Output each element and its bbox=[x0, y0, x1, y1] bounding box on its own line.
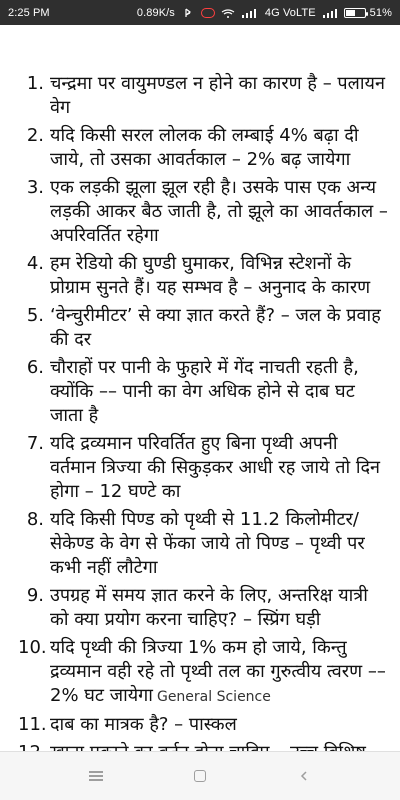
item-text-main: यदि किसी पिण्ड को पृथ्वी से 11.2 किलोमीटर/ सेकेण्ड के वेग से फेंका जाये तो पिण्ड – पृथ्वी पर कभी नहीं लौटेगा bbox=[50, 509, 365, 578]
item-text-main: ‘वेन्चुरीमीटर’ से क्या ज्ञात करते हैं? – जल के प्रवाह की दर bbox=[50, 305, 381, 350]
item-number: 10. bbox=[18, 637, 47, 658]
item-text-main: यदि द्रव्यमान परिवर्तित हुए बिना पृथ्वी अपनी वर्तमान त्रिज्या की सिकुड़कर आधी रह जाये तो दिन होगा – 12 घण्टे का bbox=[50, 433, 381, 502]
item-number: 6. bbox=[26, 357, 44, 378]
network-speed: 0.89K/s bbox=[136, 6, 175, 19]
list-item bbox=[18, 584, 388, 632]
list-item bbox=[18, 713, 388, 737]
item-number: 4. bbox=[26, 253, 44, 274]
item-text bbox=[50, 432, 388, 504]
item-tag: General Science bbox=[156, 689, 271, 705]
item-number: 9. bbox=[26, 585, 44, 606]
list-item bbox=[18, 432, 388, 504]
item-number: 8. bbox=[26, 509, 44, 530]
back-button[interactable] bbox=[292, 764, 316, 788]
bluetooth-icon bbox=[181, 7, 195, 19]
signal-icon-2 bbox=[322, 7, 340, 19]
list-item bbox=[18, 508, 388, 580]
list-item bbox=[18, 176, 388, 248]
item-text bbox=[50, 72, 388, 120]
battery-icon bbox=[344, 8, 366, 18]
item-text bbox=[50, 176, 388, 248]
article-content bbox=[18, 72, 388, 769]
menu-button[interactable] bbox=[84, 764, 108, 788]
item-text-main: एक लड़की झूला झूल रही है। उसके पास एक अन्य लड़की आकर बैठ जाती है, तो झूले का आवर्तकाल – अपरिवर्तित रहेगा bbox=[50, 177, 388, 246]
item-text-main: चन्द्रमा पर वायुमण्डल न होने का कारण है – पलायन वेग bbox=[50, 73, 385, 118]
item-text-main: यदि किसी सरल लोलक की लम्बाई 4% बढ़ा दी जाये, तो उसका आवर्तकाल – 2% बढ़ जायेगा bbox=[50, 125, 359, 170]
wifi-icon bbox=[221, 8, 235, 18]
home-button[interactable] bbox=[188, 764, 212, 788]
red-pill-icon bbox=[201, 8, 215, 18]
list-item bbox=[18, 252, 388, 300]
item-number: 1. bbox=[26, 73, 44, 94]
list-item bbox=[18, 124, 388, 172]
item-number: 2. bbox=[26, 125, 44, 146]
item-text bbox=[50, 508, 388, 580]
list-item bbox=[18, 72, 388, 120]
item-text-main: चौराहों पर पानी के फुहारे में गेंद नाचती रहती है, क्योंकि –– पानी का वेग अधिक होने से दाब घट जाता है bbox=[50, 357, 359, 426]
signal-icon bbox=[241, 7, 259, 19]
network-type: 4G VoLTE bbox=[264, 6, 316, 19]
menu-icon bbox=[89, 771, 103, 781]
list-item bbox=[18, 636, 388, 709]
item-number: 3. bbox=[26, 177, 44, 198]
home-icon bbox=[194, 770, 206, 782]
item-number: 11. bbox=[18, 714, 47, 735]
item-number: 7. bbox=[26, 433, 44, 454]
item-text-main: दाब का मात्रक है? – पास्कल bbox=[50, 714, 237, 735]
status-time: 2:25 PM bbox=[8, 6, 50, 19]
item-text bbox=[50, 636, 388, 709]
item-text bbox=[50, 124, 388, 172]
status-bar bbox=[0, 0, 400, 25]
list-item bbox=[18, 356, 388, 428]
back-icon bbox=[298, 770, 310, 782]
item-text-main: उपग्रह में समय ज्ञात करने के लिए, अन्तरिक्ष यात्री को क्या प्रयोग करना चाहिए? – स्प्रिंग घड़ी bbox=[50, 585, 368, 630]
item-text bbox=[50, 252, 388, 300]
item-text-main: हम रेडियो की घुण्डी घुमाकर, विभिन्न स्टेशनों के प्रोग्राम सुनते हैं। यह सम्भव है – अनुनाद के कारण bbox=[50, 253, 371, 298]
item-text bbox=[50, 304, 388, 352]
item-text bbox=[50, 713, 388, 737]
item-text-main: यदि पृथ्वी की त्रिज्या 1% कम हो जाये, किन्तु द्रव्यमान वही रहे तो पृथ्वी तल का गुरुत्वीय त्वरण –– 2% घट जायेगा bbox=[50, 637, 386, 706]
item-number: 5. bbox=[26, 305, 44, 326]
battery-percent: 51% bbox=[369, 6, 392, 19]
battery-fill bbox=[346, 10, 355, 16]
navigation-bar bbox=[0, 751, 400, 800]
item-text bbox=[50, 584, 388, 632]
item-text bbox=[50, 356, 388, 428]
list-item bbox=[18, 304, 388, 352]
